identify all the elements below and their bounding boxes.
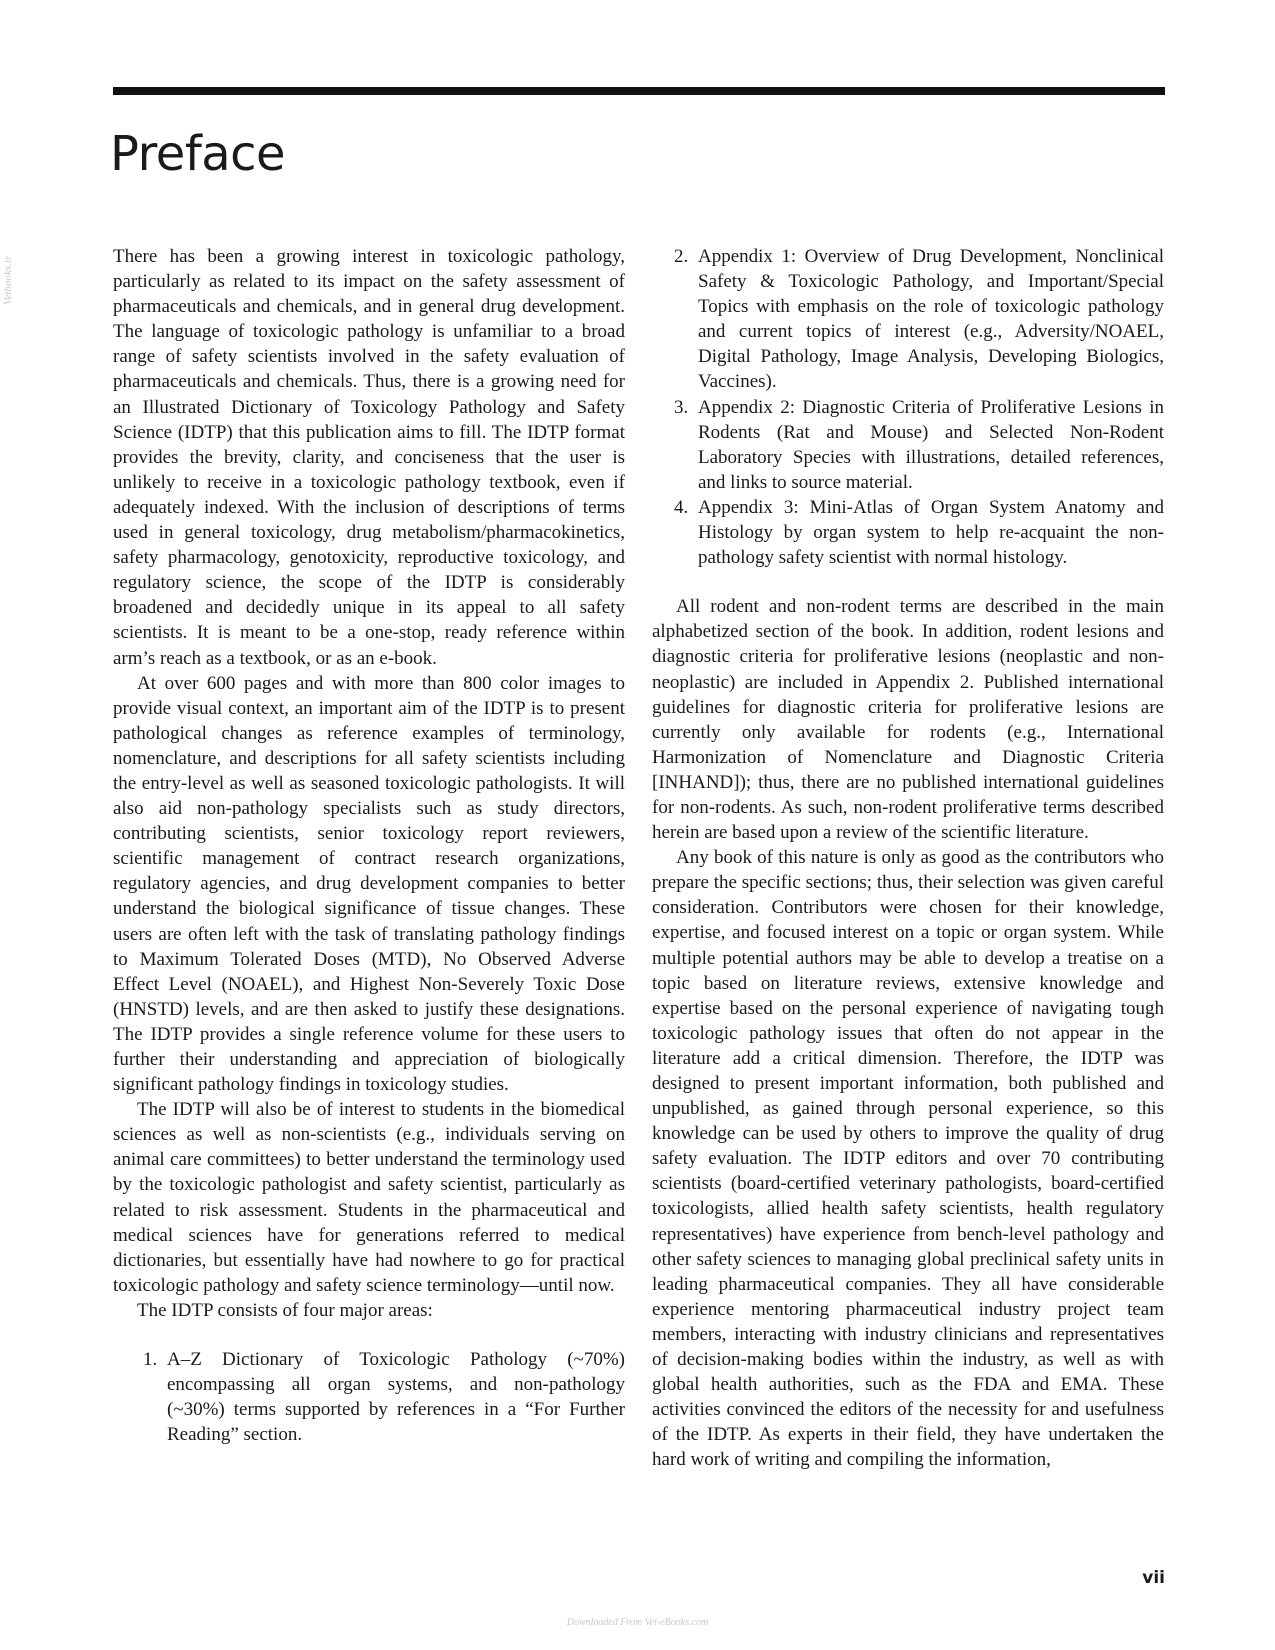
paragraph: At over 600 pages and with more than 800 color images to provide visual context, an important aim of the IDTP is to present pathological changes as reference examples of terminology, nomenclature, and descriptions for all safety scientists including the entry-level as well as seasoned toxicologic pathologists. It will also aid non-pathology specialists such as study directors, contributing scientists, senior toxicology report reviewers, scientific management of contract research organizations, regulatory agencies, and drug development companies to better understand the biological significance of tissue changes. These users are often left with the task of translating pathology findings to Maximum Tolerated Doses (MTD), No Observed Adverse Effect Level (NOAEL), and Highest Non-Severely Toxic Dose (HNSTD) levels, and are then asked to justify these designations. The IDTP provides a single reference volume for these users to further their understanding and appreciation of biologically significant pathology findings in toxicology studies. [113, 672, 625, 1096]
list-text: A–Z Dictionary of Toxicologic Pathology (~70%) encompassing all organ systems, and non-pathology (~30%) terms supported by references in a “For Further Reading” section. [167, 1349, 625, 1446]
paragraph: Any book of this nature is only as good as the contributors who prepare the specific sections; thus, their selection was given careful consideration. Contributors were chosen for their knowledge, expertise, and focused interest on a topic or organ system. While multiple potential authors may be able to develop a treatise on a topic based on literature reviews, extensive knowledge and expertise based on the personal experience of navigating tough toxicologic pathology issues that often do not appear in the literature add a critical dimension. Therefore, the IDTP was designed to present important information, both published and unpublished, as gained through personal experience, so this knowledge can be used by others to improve the quality of drug safety evaluation. The IDTP editors and over 70 contributing scientists (board-certified veterinary pathologists, board-certified toxicologists, allied health safety scientists, health regulatory representatives) have experience from bench-level pathology and other safety sciences to managing global preclinical safety units in leading pharmaceutical companies. They all have considerable experience mentoring pharmaceutical industry project team members, interacting with industry clinicians and representatives of decision-making bodies within the industry, as well as with global health authorities, such as the FDA and EMA. These activities convinced the editors of the necessity for and usefulness of the IDTP. As experts in their field, they have undertaken the hard work of writing and compiling the information, [652, 847, 1164, 1471]
right-column [652, 244, 1164, 1473]
list-number: 4. [674, 496, 689, 518]
paragraph: All rodent and non-rodent terms are described in the main alphabetized section of the book. In addition, rodent lesions and diagnostic criteria for proliferative lesions (neoplastic and non-neoplastic) are included in Appendix 2. Published international guidelines for diagnostic criteria for proliferative lesions are currently only available for rodents (e.g., International Harmonization of Nomenclature and Diagnostic Criteria [INHAND]); thus, there are no published international guidelines for non-rodents. As such, non-rodent proliferative terms described herein are based upon a review of the scientific literature. [652, 596, 1164, 844]
list-text: Appendix 1: Overview of Drug Development, Nonclinical Safety & Toxicologic Pathology, and Important/Special Topics with emphasis on the role of toxicologic pathology and current topics of interest (e.g., Adversity/NOAEL, Digital Pathology, Image Analysis, Developing Biologics, Vaccines). [698, 246, 1164, 393]
bottom-watermark: Downloaded From Vet-eBooks.com [566, 1617, 709, 1628]
list-item [674, 244, 1164, 395]
list-item [674, 395, 1164, 495]
top-rule [113, 87, 1165, 95]
list-item [674, 495, 1164, 570]
spacer [652, 570, 1164, 594]
list-number: 3. [674, 396, 689, 418]
areas-list [143, 1347, 625, 1447]
list-number: 2. [674, 246, 689, 267]
paragraph: The IDTP will also be of interest to students in the biomedical sciences as well as non-scientists (e.g., individuals serving on animal care committees) to better understand the terminology used by the toxicologic pathologist and safety scientist, particularly as related to risk assessment. Students in the pharmaceutical and medical sciences have for generations referred to medical dictionaries, but essentially have had nowhere to go for practical toxicologic pathology and safety science terminology—until now. [113, 1099, 625, 1296]
list-number: 1. [143, 1349, 158, 1371]
page-number: vii [1142, 1568, 1165, 1588]
left-column [113, 244, 625, 1447]
areas-list [674, 244, 1164, 570]
list-text: Appendix 2: Diagnostic Criteria of Proliferative Lesions in Rodents (Rat and Mouse) and Selected Non-Rodent Laboratory Species with illustrations, detailed references, and links to source material. [698, 396, 1164, 493]
page-title: Preface [110, 126, 286, 182]
list-item [143, 1347, 625, 1447]
side-watermark: Vetbooks.ir [2, 255, 14, 305]
list-text: Appendix 3: Mini-Atlas of Organ System Anatomy and Histology by organ system to help re-acquaint the non-pathology safety scientist with normal histology. [698, 496, 1164, 569]
paragraph: The IDTP consists of four major areas: [137, 1299, 433, 1321]
paragraph: There has been a growing interest in toxicologic pathology, particularly as related to its impact on the safety assessment of pharmaceuticals and chemicals, and in general drug development. The language of toxicologic pathology is unfamiliar to a broad range of safety scientists involved in the safety evaluation of pharmaceuticals and chemicals. Thus, there is a growing need for an Illustrated Dictionary of Toxicology Pathology and Safety Science (IDTP) that this publication aims to fill. The IDTP format provides the brevity, clarity, and conciseness that the user is unlikely to receive in a toxicologic pathology textbook, even if adequately indexed. With the inclusion of descriptions of terms used in general toxicology, drug metabolism/pharmacokinetics, safety pharmacology, genotoxicity, reproductive toxicology, and regulatory science, the scope of the IDTP is considerably broadened and decidedly unique in its appeal to all safety scientists. It is meant to be a one-stop, ready reference within arm’s reach as a textbook, or as an e-book. [113, 246, 625, 669]
